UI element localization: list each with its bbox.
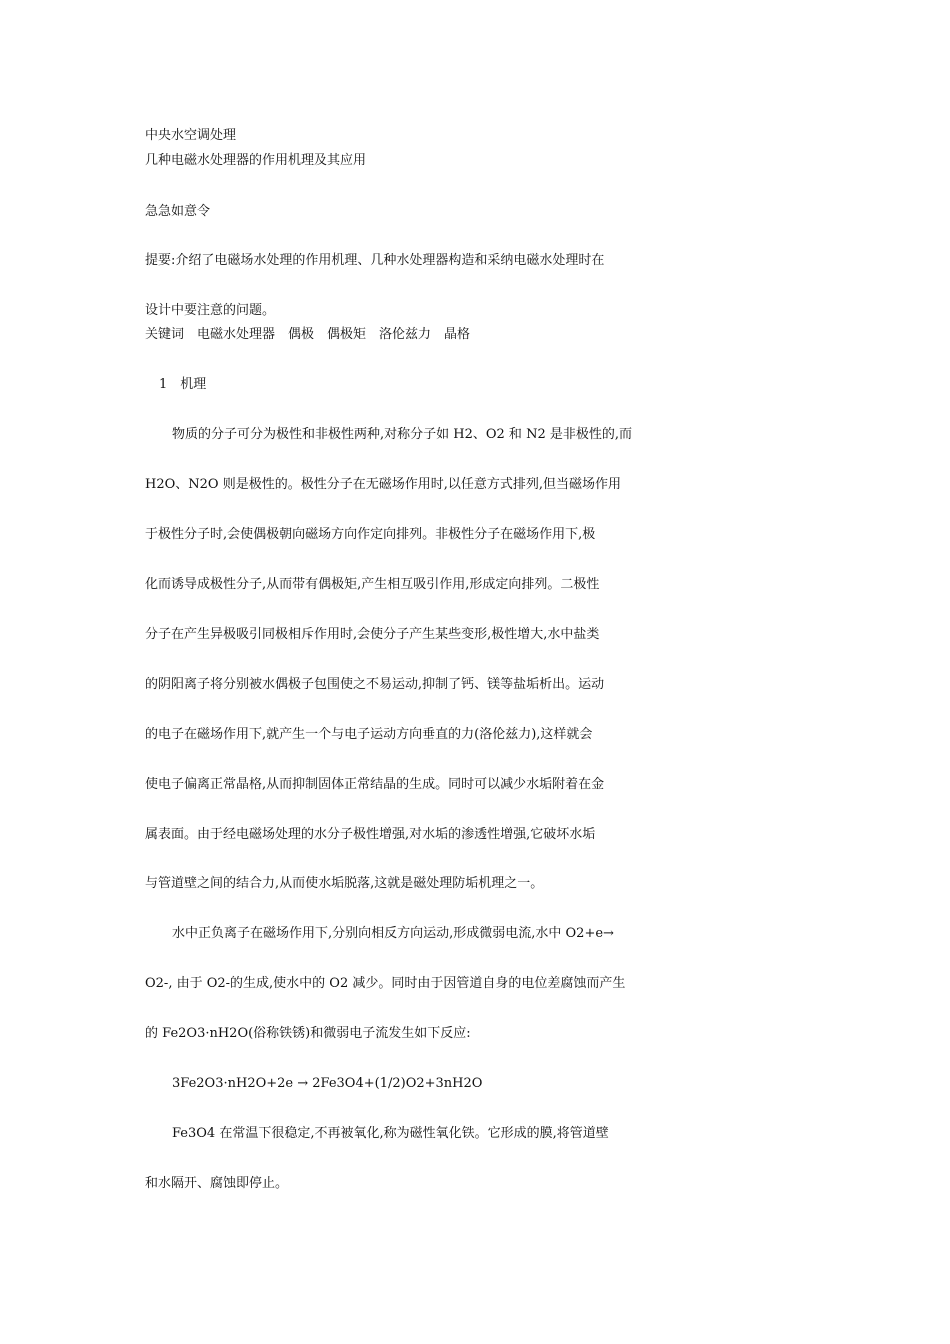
body-line: 的阴阳离子将分别被水偶极子包围使之不易运动,抑制了钙、镁等盐垢析出。运动 <box>145 677 605 692</box>
abstract-line: 设计中要注意的问题。 <box>145 303 276 318</box>
abstract-line: 提要:介绍了电磁场水处理的作用机理、几种水处理器构造和采纳电磁水处理时在 <box>145 253 605 268</box>
body-line: Fe3O4 在常温下很稳定,不再被氧化,称为磁性氧化铁。它形成的膜,将管道壁 <box>172 1126 609 1141</box>
equation-line: 3Fe2O3·nH2O+2e → 2Fe3O4+(1/2)O2+3nH2O <box>172 1076 483 1091</box>
body-line: 分子在产生异极吸引同极相斥作用时,会使分子产生某些变形,极性增大,水中盐类 <box>145 627 600 642</box>
header-title: 中央水空调处理 <box>145 128 237 143</box>
body-line: 的电子在磁场作用下,就产生一个与电子运动方向垂直的力(洛伦兹力),这样就会 <box>145 727 593 742</box>
section-heading: 1 机理 <box>159 377 207 392</box>
body-line: O2-, 由于 O2-的生成,使水中的 O2 减少。同时由于因管道自身的电位差腐蚀而产生 <box>145 976 626 991</box>
article-title: 几种电磁水处理器的作用机理及其应用 <box>145 153 367 168</box>
body-line: 与管道壁之间的结合力,从而使水垢脱落,这就是磁处理防垢机理之一。 <box>145 876 544 891</box>
body-line: 属表面。由于经电磁场处理的水分子极性增强,对水垢的渗透性增强,它破坏水垢 <box>145 827 596 842</box>
body-line: 使电子偏离正常晶格,从而抑制固体正常结晶的生成。同时可以减少水垢附着在金 <box>145 777 605 792</box>
body-line: 于极性分子时,会使偶极朝向磁场方向作定向排列。非极性分子在磁场作用下,极 <box>145 527 596 542</box>
body-line: 水中正负离子在磁场作用下,分别向相反方向运动,形成微弱电流,水中 O2+e→ <box>172 926 614 941</box>
body-line: 的 Fe2O3·nH2O(俗称铁锈)和微弱电子流发生如下反应: <box>145 1026 471 1041</box>
author-line: 急急如意令 <box>145 204 211 219</box>
keywords-line: 关键词 电磁水处理器 偶极 偶极矩 洛伦兹力 晶格 <box>145 327 471 342</box>
body-line: 和水隔开、腐蚀即停止。 <box>145 1176 289 1191</box>
body-line: 物质的分子可分为极性和非极性两种,对称分子如 H2、O2 和 N2 是非极性的,而 <box>172 427 632 442</box>
body-line: H2O、N2O 则是极性的。极性分子在无磁场作用时,以任意方式排列,但当磁场作用 <box>145 477 621 492</box>
body-line: 化而诱导成极性分子,从而带有偶极矩,产生相互吸引作用,形成定向排列。二极性 <box>145 577 600 592</box>
